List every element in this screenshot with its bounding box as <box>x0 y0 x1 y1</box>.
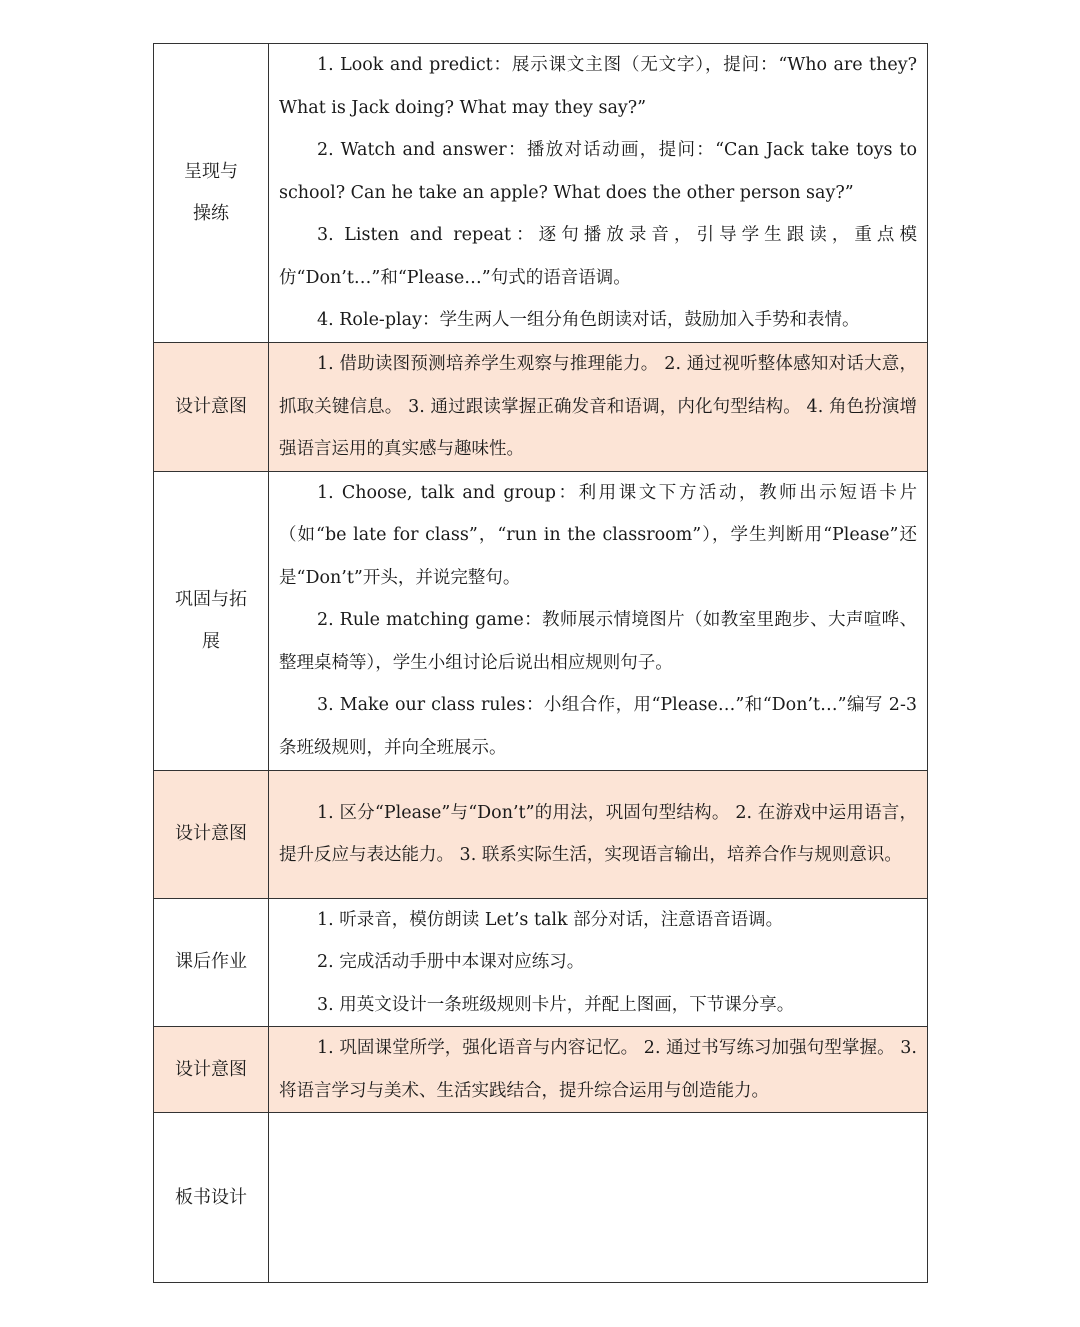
label-line: 巩固与拓 <box>175 588 247 610</box>
section-row-design-intent-1 <box>154 343 928 472</box>
homework-paragraph: 1. 听录音，模仿朗读 Let’s talk 部分对话，注意语音语调。 <box>317 909 784 930</box>
section-content-design-intent <box>269 1027 928 1113</box>
section-row-design-intent-2 <box>154 770 928 898</box>
section-row-blackboard <box>154 1113 928 1283</box>
activity-paragraph: 2. Rule matching game：教师展示情境图片（如教室里跑步、大声喧哗、整理桌椅等），学生小组讨论后说出相应规则句子。 <box>279 610 917 673</box>
label-line: 展 <box>202 630 220 652</box>
section-content-homework <box>269 898 928 1027</box>
activity-paragraph: 3. Make our class rules：小组合作，用“Please…”和“Don’t…”编写 2-3 条班级规则，并向全班展示。 <box>279 695 917 758</box>
activity-paragraph: 4. Role-play：学生两人一组分角色朗读对话，鼓励加入手势和表情。 <box>317 310 860 331</box>
section-content-design-intent <box>269 343 928 472</box>
homework-paragraph: 3. 用英文设计一条班级规则卡片，并配上图画，下节课分享。 <box>317 994 795 1015</box>
activity-paragraph: 2. Watch and answer：播放对话动画，提问：“Can Jack take toys to school? Can he take an apple? What does the other person say?” <box>279 140 917 203</box>
section-row-consolidation <box>154 471 928 770</box>
section-content-design-intent <box>269 770 928 898</box>
intent-paragraph: 1. 借助读图预测培养学生观察与推理能力。 2. 通过视听整体感知对话大意，抓取关键信息。 3. 通过跟读掌握正确发音和语调，内化句型结构。 4. 角色扮演增强语言运用的真实感与趣味性。 <box>279 354 917 459</box>
label-line: 操练 <box>193 203 229 224</box>
section-content-consolidation <box>269 471 928 770</box>
section-label-presentation <box>154 44 269 343</box>
activity-paragraph: 3. Listen and repeat：逐句播放录音，引导学生跟读，重点模仿“Don’t…”和“Please…”句式的语音语调。 <box>279 225 917 288</box>
section-label-consolidation <box>154 471 269 770</box>
section-row-presentation <box>154 44 928 343</box>
section-label-homework: 课后作业 <box>154 898 269 1027</box>
section-label-design-intent: 设计意图 <box>154 1027 269 1113</box>
section-label-blackboard: 板书设计 <box>154 1113 269 1283</box>
label-line: 呈现与 <box>184 161 238 182</box>
section-row-design-intent-3 <box>154 1027 928 1113</box>
intent-paragraph: 1. 区分“Please”与“Don’t”的用法，巩固句型结构。 2. 在游戏中运用语言，提升反应与表达能力。 3. 联系实际生活，实现语言输出，培养合作与规则意识。 <box>279 802 917 865</box>
section-content-blackboard <box>269 1113 928 1283</box>
lesson-plan-table <box>153 43 928 1283</box>
section-label-design-intent: 设计意图 <box>154 343 269 472</box>
activity-paragraph: 1. Choose, talk and group：利用课文下方活动，教师出示短语卡片（如“be late for class”，“run in the classroom”），学生判断用“Please”还是“Don’t”开头，并说完整句。 <box>279 482 917 588</box>
homework-paragraph: 2. 完成活动手册中本课对应练习。 <box>317 952 585 972</box>
section-row-homework <box>154 898 928 1027</box>
intent-paragraph: 1. 巩固课堂所学，强化语音与内容记忆。 2. 通过书写练习加强句型掌握。 3. 将语言学习与美术、生活实践结合，提升综合运用与创造能力。 <box>279 1038 917 1101</box>
activity-paragraph: 1. Look and predict：展示课文主图（无文字），提问：“Who are they? What is Jack doing? What may they say?” <box>279 55 917 118</box>
section-label-design-intent: 设计意图 <box>154 770 269 898</box>
section-content-presentation <box>269 44 928 343</box>
